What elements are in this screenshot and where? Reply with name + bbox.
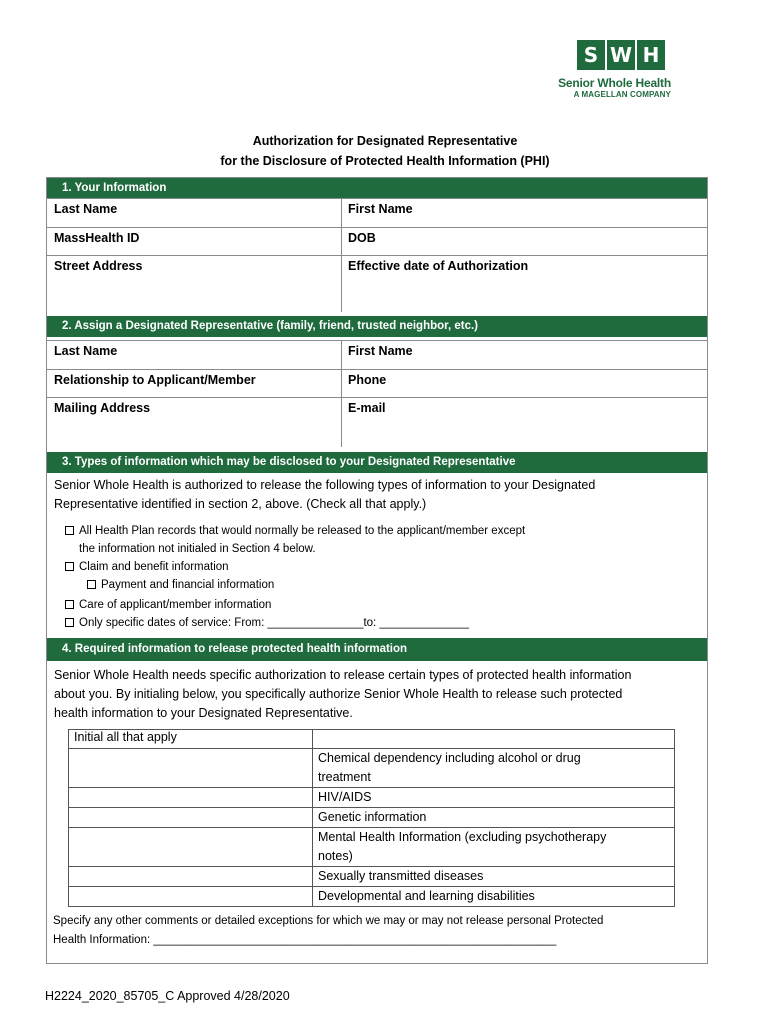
s1-last-name-label: Last Name	[54, 202, 118, 216]
initial-field-mental-health[interactable]	[69, 828, 313, 867]
s2-first-name-field[interactable]	[341, 341, 707, 369]
comments-section	[53, 912, 703, 950]
checkbox-care[interactable]	[65, 600, 74, 609]
section-4-title: 4. Required information to release protected health information	[62, 643, 408, 655]
section-4-header	[47, 638, 707, 661]
section-1-title: 1. Your Information	[62, 182, 167, 194]
option-care-label: Care of applicant/member information	[79, 599, 272, 611]
s1-street-address-label: Street Address	[54, 259, 143, 273]
item-std: Sexually transmitted diseases	[313, 867, 675, 887]
section-3-header	[47, 452, 707, 473]
checkbox-payment-financial[interactable]	[87, 580, 96, 589]
s2-row-name	[47, 340, 707, 369]
s2-row-relationship	[47, 369, 707, 397]
initials-header-cell: Initial all that apply	[69, 730, 313, 749]
s1-dob-label: DOB	[348, 231, 376, 245]
section-4-intro-line-1: Senior Whole Health needs specific authorization to release certain types of protected health information	[54, 668, 632, 682]
checkbox-specific-dates[interactable]	[65, 618, 74, 627]
option-all-records-cont-label: the information not initialed in Section 4 below.	[79, 543, 316, 555]
initials-row	[69, 828, 675, 867]
item-mental-health: Mental Health Information (excluding psychotherapy notes)	[313, 828, 675, 867]
s1-first-name-field[interactable]	[341, 199, 707, 227]
initial-field-genetic[interactable]	[69, 808, 313, 828]
initials-row	[69, 887, 675, 907]
section-1-header	[47, 178, 707, 199]
s2-phone-label: Phone	[348, 373, 387, 387]
s2-mailing-address-field[interactable]	[47, 398, 341, 447]
section-4-intro	[54, 666, 704, 723]
s2-phone-field[interactable]	[341, 370, 707, 397]
s1-last-name-field[interactable]	[47, 199, 341, 227]
logo-letter-h: H	[637, 40, 665, 70]
s1-dob-field[interactable]	[341, 228, 707, 255]
item-genetic: Genetic information	[313, 808, 675, 828]
option-all-records[interactable]	[65, 522, 525, 540]
checkbox-claim-benefit[interactable]	[65, 562, 74, 571]
form-subtitle: for the Disclosure of Protected Health Information (PHI)	[220, 154, 550, 168]
s2-mailing-address-label: Mailing Address	[54, 401, 151, 415]
s2-relationship-field[interactable]	[47, 370, 341, 397]
option-specific-dates[interactable]	[65, 614, 469, 632]
section-3-title: 3. Types of information which may be disclosed to your Designated Representative	[62, 456, 516, 468]
initials-table-header-row	[69, 730, 675, 749]
option-payment-financial[interactable]	[87, 576, 274, 594]
section-3-intro	[54, 476, 704, 514]
initial-field-developmental[interactable]	[69, 887, 313, 907]
option-claim-benefit-label: Claim and benefit information	[79, 561, 229, 573]
option-payment-financial-label: Payment and financial information	[101, 579, 275, 591]
s1-row-id	[47, 227, 707, 255]
s1-first-name-label: First Name	[348, 202, 413, 216]
option-claim-benefit[interactable]	[65, 558, 229, 576]
option-all-records-continued	[79, 540, 316, 558]
section-2-title: 2. Assign a Designated Representative (family, friend, trusted neighbor, etc.)	[62, 320, 479, 332]
s2-last-name-label: Last Name	[54, 344, 118, 358]
logo-letter-s: S	[577, 40, 605, 70]
initials-row	[69, 749, 675, 788]
s1-effective-date-field[interactable]	[341, 256, 707, 312]
initials-header-blank	[313, 730, 675, 749]
swh-logo	[545, 40, 671, 99]
initials-table	[68, 729, 675, 907]
option-specific-dates-label: Only specific dates of service: From: _______________to: ______________	[79, 617, 469, 629]
initials-row	[69, 808, 675, 828]
logo-letter-w: W	[607, 40, 635, 70]
s1-street-address-field[interactable]	[47, 256, 341, 312]
logo-tagline: A MAGELLAN COMPANY	[573, 90, 671, 99]
s2-last-name-field[interactable]	[47, 341, 341, 369]
comments-prompt-line-1: Specify any other comments or detailed exceptions for which we may or may not release personal Protected	[53, 915, 604, 927]
section-4-intro-line-2: about you. By initialing below, you specifically authorize Senior Whole Health to release such protected	[54, 687, 623, 701]
initial-field-std[interactable]	[69, 867, 313, 887]
s1-masshealth-id-field[interactable]	[47, 228, 341, 255]
item-chemical: Chemical dependency including alcohol or drug treatment	[313, 749, 675, 788]
option-all-records-label: All Health Plan records that would normally be released to the applicant/member except	[79, 525, 526, 537]
checkbox-all-records[interactable]	[65, 526, 74, 535]
option-care[interactable]	[65, 596, 271, 614]
s2-email-label: E-mail	[348, 401, 386, 415]
logo-company-name: Senior Whole Health	[558, 76, 671, 90]
s1-row-address	[47, 255, 707, 312]
s1-row-name	[47, 198, 707, 227]
form-title: Authorization for Designated Representative	[252, 134, 518, 148]
s1-masshealth-id-label: MassHealth ID	[54, 231, 140, 245]
section-3-intro-line-2: Representative identified in section 2, above. (Check all that apply.)	[54, 497, 427, 511]
initial-field-hiv[interactable]	[69, 788, 313, 808]
initials-row	[69, 867, 675, 887]
section-3-intro-line-1: Senior Whole Health is authorized to release the following types of information to your Designated	[54, 478, 596, 492]
item-developmental: Developmental and learning disabilities	[313, 887, 675, 907]
s2-email-field[interactable]	[341, 398, 707, 447]
initials-row	[69, 788, 675, 808]
initial-field-chemical[interactable]	[69, 749, 313, 788]
logo-letters	[577, 40, 671, 70]
s1-effective-date-label: Effective date of Authorization	[348, 259, 529, 273]
item-hiv: HIV/AIDS	[313, 788, 675, 808]
authorization-form	[46, 177, 708, 964]
comments-field[interactable]: Health Information: _______________________________________________________________	[53, 934, 557, 946]
s2-relationship-label: Relationship to Applicant/Member	[54, 373, 256, 387]
s2-row-address	[47, 397, 707, 447]
section-2-header	[47, 316, 707, 337]
section-4-intro-line-3: health information to your Designated Representative.	[54, 706, 353, 720]
footer-approval-code: H2224_2020_85705_C Approved 4/28/2020	[45, 989, 290, 1003]
s2-first-name-label: First Name	[348, 344, 413, 358]
